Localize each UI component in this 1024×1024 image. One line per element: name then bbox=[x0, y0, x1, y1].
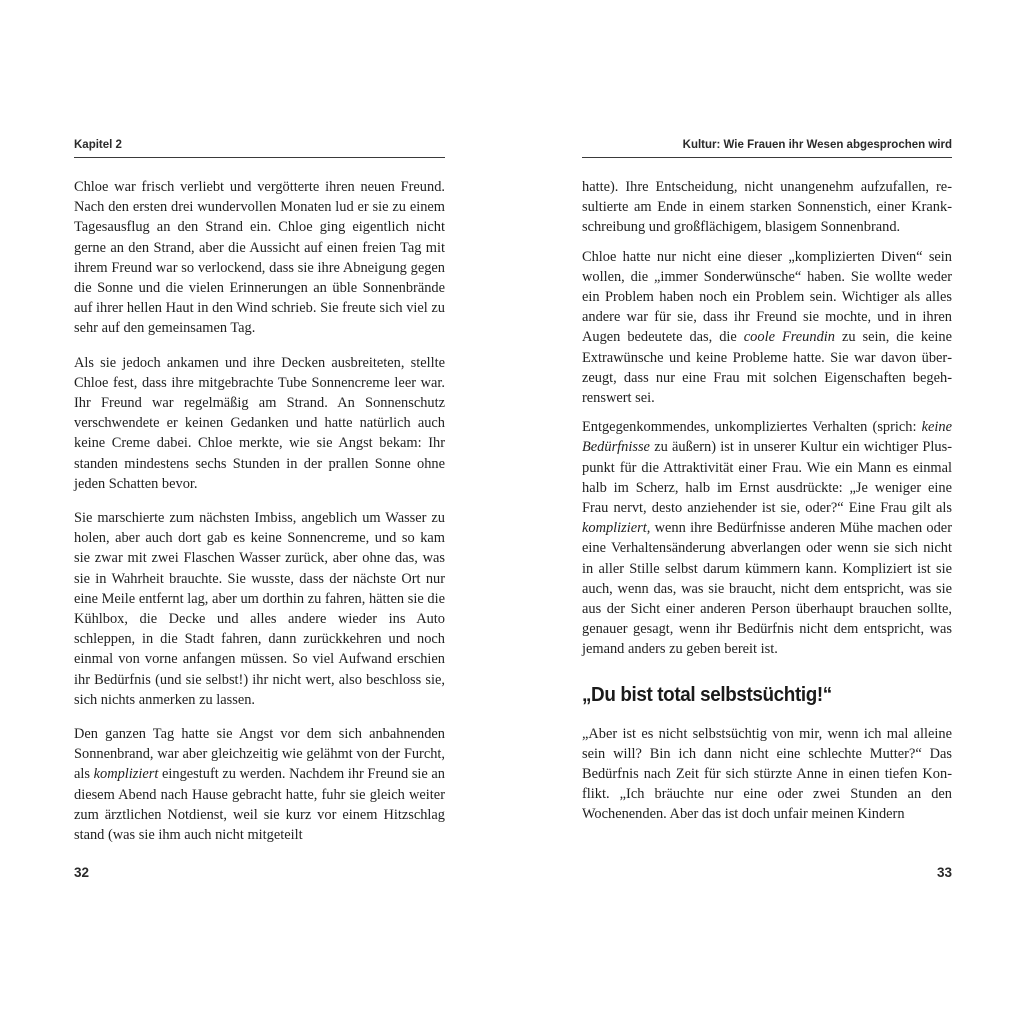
section-heading: „Du bist total selbstsüchtig!“ bbox=[582, 682, 832, 706]
paragraph-text: wenn ihre Bedürfnisse anderen Mühe machen oder eine Verhaltensänderung abverlangen oder wenn sie sich nicht in aller Stille selbst darum kümmern kann. Kompliziert ist sie auch, wenn das, was sie braucht, nicht dem entspricht, was sie aus der Sicht einer anderen Person überhaupt brauchen sollte, genauer gesagt, wenn ihr Bedürfnis nicht dem entspricht, was jemand anders zu geben bereit ist. bbox=[582, 520, 952, 658]
paragraph: Als sie jedoch ankamen und ihre Decken ausbreiteten, stellte Chloe fest, dass ihre mitgebrachte Tube Sonnencreme leer war. Ihr Freund war regelmäßig am Strand. An Sonnenschutz verschwendete er keinen Gedanken und hatte natürlich auch keine Creme dabei. Chloe merkte, wie sie Angst bekam: Ihr standen mindestens sechs Stunden in der prallen Sonne ohne jeden Schatten bevor. bbox=[74, 354, 445, 492]
paragraph bbox=[582, 417, 952, 659]
paragraph-text: Entgegenkommendes, unkompliziertes Verhalten (sprich: bbox=[582, 419, 922, 436]
emphasis-text: kompliziert bbox=[93, 766, 159, 783]
paragraph-text: Den ganzen Tag hatte sie Angst vor dem sich anbahnenden Sonnenbrand, war aber gleichzeitig wie gelähmt von der Furcht, als bbox=[74, 726, 445, 783]
paragraph bbox=[582, 247, 952, 409]
paragraph: hatte). Ihre Entscheidung, nicht unangenehm aufzufallen, resultierte am Ende in einem starken Sonnenstich, einer Krankschreibung und großflächigem, blasigem Sonnenbrand. bbox=[582, 179, 952, 236]
running-head-right: Kultur: Wie Frauen ihr Wesen abgesprochen wird bbox=[582, 137, 952, 158]
paragraph-text: zu äußern) ist in unserer Kultur ein wichtiger Pluspunkt für die Attraktivität einer Frau. Wie ein Mann es einmal halb im Scherz, halb im Ernst ausdrückte: „Je weniger eine Frau nervt, desto anziehender ist sie, oder?“ Eine Frau gilt als bbox=[582, 439, 952, 517]
paragraph bbox=[74, 724, 445, 845]
running-head-left: Kapitel 2 bbox=[74, 137, 445, 158]
left-page-body bbox=[74, 177, 445, 854]
paragraph: Chloe war frisch verliebt und vergötterte ihren neuen Freund. Nach den ersten drei wundervollen Monaten lud er sie zu einem Tagesausflug an den Strand ein. Chloe ging eigentlich nicht gerne an den Strand, aber die Aussicht auf einen freien Tag mit ihrem Freund war so verlockend, dass sie ihre Abneigung gegen die Sonne und die vielen Erinnerungen an üble Sonnenbrände auf ihrer hellen Haut in den Wind schrieb. Sie freute sich viel zu sehr auf den gemeinsamen Tag. bbox=[74, 179, 445, 337]
emphasis-text: kompliziert, bbox=[582, 520, 651, 537]
emphasis-text: keine Bedürfnisse bbox=[582, 419, 952, 456]
paragraph-text: Chloe hatte nur nicht eine dieser „komplizierten Diven“ sein wollen, die „immer Sonderwünsche“ haben. Sie wollte weder ein Problem haben noch ein Problem sein. Wichtiger als alles andere war für sie, dass ihr Freund sie mochte, und in ihren Augen bedeutete das, die bbox=[582, 248, 952, 346]
paragraph: „Aber ist es nicht selbstsüchtig von mir, wenn ich mal alleine sein will? Bin ich dann nicht eine schlechte Mutter?“ Das Bedürfnis nach Zeit für sich stürzte Anne in einen tiefen Konflikt. „Ich bräuchte nur eine oder zwei Stunden an den Wochenenden. Aber das ist doch unfair meinen Kindern bbox=[582, 725, 952, 823]
paragraph-text: eingestuft zu werden. Nachdem ihr Freund sie an diesem Abend nach Hause gebracht hatte, fuhr sie gleich weiter zum ärztlichen Notdienst, weil sie kurz vor einem Hitzschlag stand (was sie ihm auch nicht mitgeteilt bbox=[74, 766, 445, 844]
right-page bbox=[512, 0, 1024, 1024]
page-number-right: 33 bbox=[936, 865, 952, 880]
right-page-body bbox=[582, 177, 952, 834]
page-number-left: 32 bbox=[74, 865, 90, 880]
paragraph: Sie marschierte zum nächsten Imbiss, angeblich um Wasser zu holen, aber auch dort gab es keine Sonnencreme, und so kam sie zwar mit zwei Flaschen Wasser zurück, aber ohne das, was sie in Wahrheit brauchte. Sie wusste, dass der nächste Ort nur eine Meile entfernt lag, aber um dorthin zu fahren, hätten sie die Kühlbox, die Decke und alles andere wieder ins Auto schleppen, in die Stadt fahren, dann zurückkehren und noch einmal von vorne anfangen müssen. So viel Aufwand erschien ihr Bedürfnis (und sie selbst!) ihr nicht wert, also beschloss sie, sich nichts anmerken zu lassen. bbox=[74, 510, 445, 708]
emphasis-text: coole Freundin bbox=[743, 329, 835, 346]
paragraph-text: zu sein, die keine Extrawünsche und keine Probleme hatte. Sie war davon überzeugt, dass nur eine Frau mit solchen Eigenschaften begehrenswert sei. bbox=[582, 329, 952, 407]
